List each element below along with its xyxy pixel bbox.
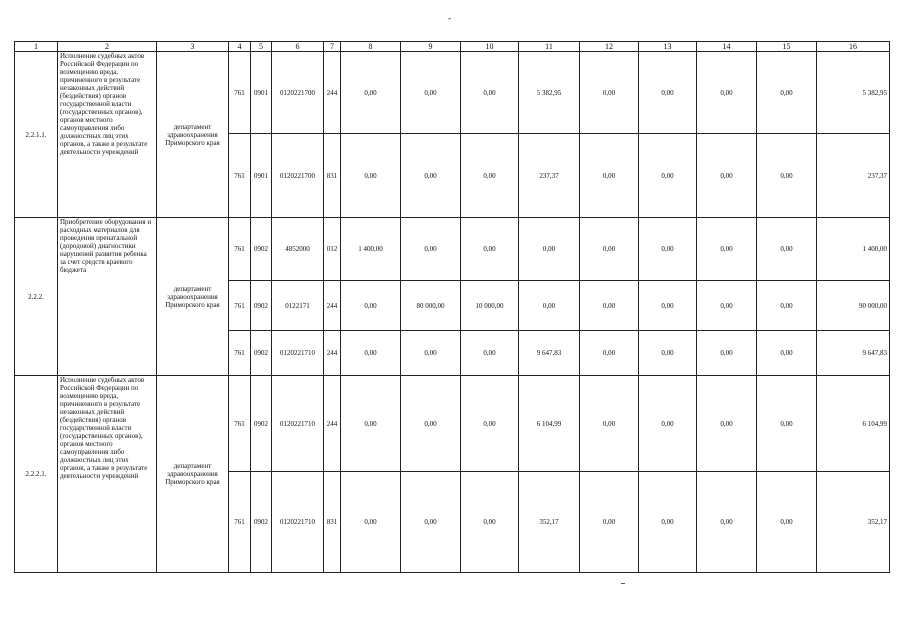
- cell-c9: 0,00: [401, 376, 461, 472]
- header-cell: 15: [757, 42, 817, 52]
- cell-c13: 0,00: [639, 218, 697, 281]
- cell-c9: 0,00: [401, 134, 461, 218]
- cell-c15: 0,00: [757, 331, 817, 376]
- row-description: Исполнение судебных актов Российской Федерации по возмещению вреда, причиненного в результате незаконных действий (бездействия) органов государственной власти (государственных органов), органов местного самоуправления либо должностных лиц этих органов, а также в результате деятельности учреждений: [58, 52, 157, 218]
- cell-c11: 5 382,95: [519, 52, 580, 134]
- cell-c15: 0,00: [757, 218, 817, 281]
- header-cell: 8: [341, 42, 401, 52]
- cell-c4: 761: [229, 331, 251, 376]
- cell-c4: 761: [229, 472, 251, 573]
- cell-c9: 0,00: [401, 218, 461, 281]
- cell-c14: 0,00: [697, 218, 757, 281]
- cell-c16: 9 647,83: [817, 331, 890, 376]
- cell-c5: 0901: [251, 134, 272, 218]
- cell-c10: 0,00: [461, 52, 519, 134]
- row-executor: департамент здравоохранения Приморского края: [157, 376, 229, 573]
- cell-c16: 6 104,99: [817, 376, 890, 472]
- cell-c8: 0,00: [341, 134, 401, 218]
- cell-c4: 761: [229, 218, 251, 281]
- cell-c8: 0,00: [341, 376, 401, 472]
- cell-c12: 0,00: [580, 281, 639, 331]
- header-cell: 3: [157, 42, 229, 52]
- cell-c12: 0,00: [580, 218, 639, 281]
- cell-c14: 0,00: [697, 52, 757, 134]
- cell-c12: 0,00: [580, 52, 639, 134]
- table-row: [15, 52, 890, 134]
- cell-c12: 0,00: [580, 331, 639, 376]
- cell-c11: 237,37: [519, 134, 580, 218]
- cell-c11: 0,00: [519, 218, 580, 281]
- cell-c9: 0,00: [401, 52, 461, 134]
- header-cell: 9: [401, 42, 461, 52]
- cell-c10: 0,00: [461, 376, 519, 472]
- cell-c15: 0,00: [757, 376, 817, 472]
- header-cell: 14: [697, 42, 757, 52]
- cell-c8: 0,00: [341, 281, 401, 331]
- cell-c12: 0,00: [580, 472, 639, 573]
- cell-c5: 0901: [251, 52, 272, 134]
- cell-c14: 0,00: [697, 472, 757, 573]
- cell-c10: 0,00: [461, 134, 519, 218]
- row-code: 2.2.1.1.: [15, 52, 58, 218]
- cell-c5: 0902: [251, 472, 272, 573]
- header-cell: 1: [15, 42, 58, 52]
- cell-c13: 0,00: [639, 281, 697, 331]
- cell-c7: 831: [324, 472, 341, 573]
- cell-c13: 0,00: [639, 52, 697, 134]
- cell-c7: 012: [324, 218, 341, 281]
- cell-c7: 244: [324, 331, 341, 376]
- cell-c10: 10 000,00: [461, 281, 519, 331]
- cell-c14: 0,00: [697, 331, 757, 376]
- cell-c13: 0,00: [639, 472, 697, 573]
- cell-c14: 0,00: [697, 376, 757, 472]
- header-row: [15, 42, 890, 52]
- table-row: [15, 376, 890, 472]
- cell-c14: 0,00: [697, 281, 757, 331]
- cell-c16: 90 000,00: [817, 281, 890, 331]
- cell-c16: 237,37: [817, 134, 890, 218]
- cell-c9: 80 000,00: [401, 281, 461, 331]
- cell-c4: 761: [229, 376, 251, 472]
- budget-table: [14, 41, 890, 573]
- cell-c6: 0120221710: [272, 472, 324, 573]
- cell-c13: 0,00: [639, 331, 697, 376]
- cell-c15: 0,00: [757, 472, 817, 573]
- header-cell: 4: [229, 42, 251, 52]
- cell-c5: 0902: [251, 218, 272, 281]
- row-description: Приобретение оборудования и расходных материалов для проведения пренатальной (дородовой) диагностики нарушений развития ребенка за счет средств краевого бюджета: [58, 218, 157, 376]
- cell-c6: 0120221710: [272, 331, 324, 376]
- cell-c16: 1 400,00: [817, 218, 890, 281]
- cell-c4: 761: [229, 52, 251, 134]
- cell-c6: 4852000: [272, 218, 324, 281]
- cell-c6: 0120221700: [272, 52, 324, 134]
- cell-c9: 0,00: [401, 472, 461, 573]
- cell-c8: 1 400,00: [341, 218, 401, 281]
- cell-c6: 0120221710: [272, 376, 324, 472]
- cell-c11: 0,00: [519, 281, 580, 331]
- header-cell: 16: [817, 42, 890, 52]
- cell-c15: 0,00: [757, 52, 817, 134]
- header-cell: 6: [272, 42, 324, 52]
- cell-c4: 761: [229, 281, 251, 331]
- cell-c10: 0,00: [461, 331, 519, 376]
- scan-mark: [621, 583, 625, 584]
- table-row: [15, 218, 890, 281]
- header-cell: 12: [580, 42, 639, 52]
- cell-c5: 0902: [251, 281, 272, 331]
- header-cell: 10: [461, 42, 519, 52]
- cell-c11: 352,17: [519, 472, 580, 573]
- row-executor: департамент здравоохранения Приморского края: [157, 218, 229, 376]
- cell-c15: 0,00: [757, 281, 817, 331]
- cell-c8: 0,00: [341, 52, 401, 134]
- cell-c16: 5 382,95: [817, 52, 890, 134]
- cell-c8: 0,00: [341, 331, 401, 376]
- cell-c5: 0902: [251, 376, 272, 472]
- cell-c7: 244: [324, 376, 341, 472]
- cell-c12: 0,00: [580, 134, 639, 218]
- cell-c9: 0,00: [401, 331, 461, 376]
- row-code: 2.2.2.: [15, 218, 58, 376]
- cell-c7: 831: [324, 134, 341, 218]
- cell-c16: 352,17: [817, 472, 890, 573]
- header-cell: 5: [251, 42, 272, 52]
- cell-c6: 0120221700: [272, 134, 324, 218]
- header-cell: 11: [519, 42, 580, 52]
- cell-c13: 0,00: [639, 134, 697, 218]
- cell-c15: 0,00: [757, 134, 817, 218]
- row-executor: департамент здравоохранения Приморского края: [157, 52, 229, 218]
- cell-c6: 0122171: [272, 281, 324, 331]
- cell-c12: 0,00: [580, 376, 639, 472]
- cell-c7: 244: [324, 52, 341, 134]
- cell-c13: 0,00: [639, 376, 697, 472]
- cell-c11: 6 104,99: [519, 376, 580, 472]
- cell-c10: 0,00: [461, 472, 519, 573]
- row-code: 2.2.2.1.: [15, 376, 58, 573]
- cell-c11: 9 647,83: [519, 331, 580, 376]
- cell-c14: 0,00: [697, 134, 757, 218]
- page-marker: -: [448, 13, 451, 23]
- cell-c7: 244: [324, 281, 341, 331]
- cell-c10: 0,00: [461, 218, 519, 281]
- cell-c8: 0,00: [341, 472, 401, 573]
- header-cell: 2: [58, 42, 157, 52]
- header-cell: 13: [639, 42, 697, 52]
- header-cell: 7: [324, 42, 341, 52]
- cell-c5: 0902: [251, 331, 272, 376]
- cell-c4: 761: [229, 134, 251, 218]
- row-description: Исполнение судебных актов Российской Федерации по возмещению вреда, причиненного в результате незаконных действий (бездействия) органов государственной власти (государственных органов), органов местного самоуправления либо должностных лиц этих органов, а также в результате деятельности учреждений: [58, 376, 157, 573]
